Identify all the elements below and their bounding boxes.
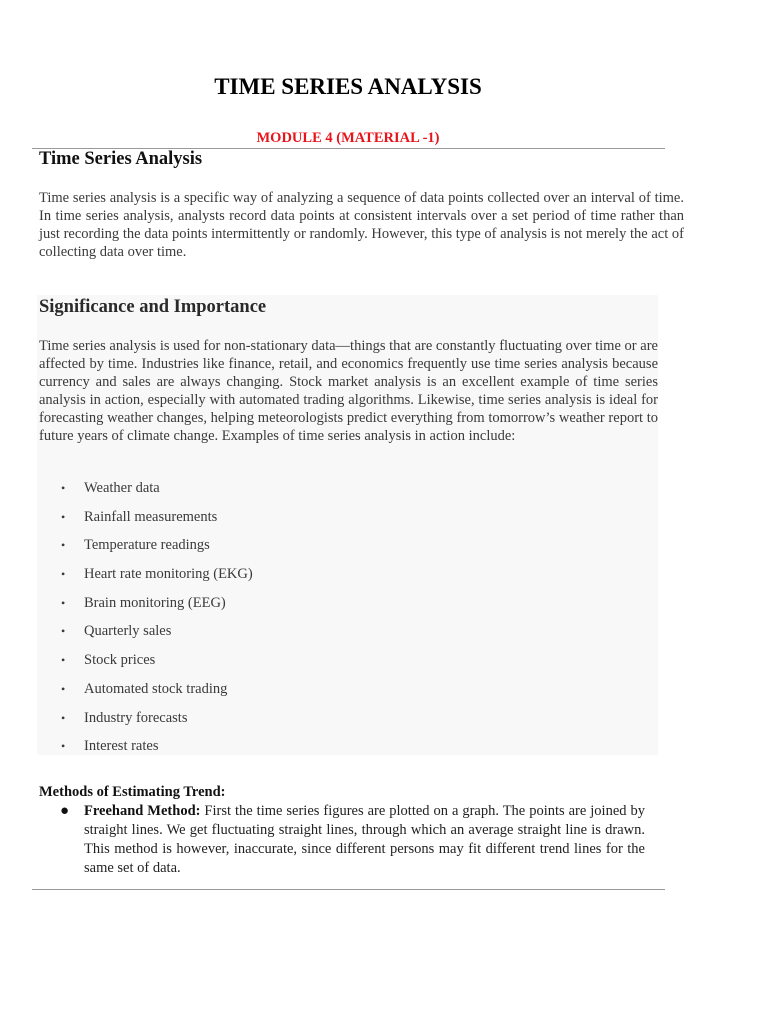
significance-paragraph: Time series analysis is used for non-stationary data—things that are constantly fluctuating over time or are affected by time. Industries like finance, retail, and economics frequently use time series analysis because currency and sales are always changing. Stock market analysis is an excellent example of time series analysis in action, especially with automated trading algorithms. Likewise, time series analysis is ideal for forecasting weather changes, helping meteorologists predict everything from tomorrow’s weather report to future years of climate change. Examples of time series analysis in action include: [39, 338, 658, 444]
section-heading-time-series-analysis: Time Series Analysis [39, 149, 203, 169]
bottom-divider [32, 889, 665, 890]
list-item-label: Rainfall measurements [84, 508, 218, 525]
bullet-icon: • [61, 481, 66, 495]
method-name: Freehand Method: [84, 803, 201, 819]
bullet-icon: • [61, 509, 66, 524]
bullet-icon: • [61, 653, 66, 668]
method-description [84, 802, 645, 878]
list-item-label: Industry forecasts [84, 709, 188, 726]
bullet-icon: ● [60, 803, 70, 819]
list-item-label: Weather data [84, 480, 160, 496]
section-heading-significance: Significance and Importance [39, 297, 267, 317]
list-item-label: Quarterly sales [84, 623, 172, 640]
bullet-icon: • [61, 538, 66, 553]
bullet-icon: • [61, 624, 66, 639]
intro-paragraph: Time series analysis is a specific way of analyzing a sequence of data points collected over an interval of time. In time series analysis, analysts record data points at consistent intervals over a set period of time rather than just recording the data points intermittently or randomly. However, this type of analysis is not merely the act of collecting data over time. [39, 190, 684, 260]
bullet-icon: • [61, 567, 66, 582]
bullet-icon: • [61, 681, 66, 696]
bullet-icon: • [61, 710, 66, 725]
document-title: TIME SERIES ANALYSIS [214, 74, 482, 99]
methods-heading: Methods of Estimating Trend: [39, 784, 226, 800]
method-text: First the time series figures are plotted on a graph. The points are joined by straight lines. We get fluctuating straight lines, through which an average straight line is drawn. This method is however, inaccurate, since different persons may fit different trend lines for the same set of data. [84, 803, 645, 876]
list-item-label: Heart rate monitoring (EKG) [84, 566, 253, 583]
bullet-icon: • [61, 739, 66, 754]
list-item-label: Interest rates [84, 738, 159, 755]
list-item-label: Temperature readings [84, 537, 210, 554]
list-item-label: Stock prices [84, 652, 156, 669]
list-item-label: Brain monitoring (EEG) [84, 594, 226, 611]
bullet-icon: • [61, 595, 66, 610]
list-item-label: Automated stock trading [84, 680, 228, 697]
module-label: MODULE 4 (MATERIAL -1) [256, 130, 440, 146]
